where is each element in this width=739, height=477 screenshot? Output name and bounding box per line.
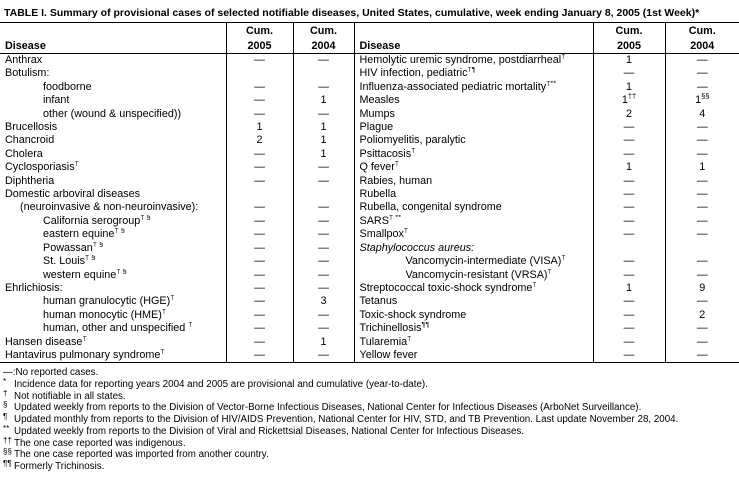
- column-header-year-2004-right: 2004: [665, 39, 739, 54]
- cum-2004-value: —: [293, 161, 354, 174]
- disease-label: Trichinellosis¶¶: [354, 322, 593, 335]
- cum-2004-value: 1: [293, 148, 354, 161]
- cum-2005-value: —: [593, 215, 665, 228]
- footnote-marker: **: [3, 423, 10, 433]
- cum-2005-value: —: [593, 309, 665, 322]
- table-row: [0, 175, 739, 188]
- column-header-year-2004-left: 2004: [293, 39, 354, 54]
- disease-label: Botulism:: [5, 67, 50, 80]
- disease-label: Cholera: [5, 147, 43, 160]
- footnote-text: Incidence data for reporting years 2004 and 2005 are provisional and cumulative (year-to-date).: [14, 379, 428, 391]
- footnote: [3, 414, 739, 426]
- cum-2004-value: —: [665, 349, 739, 363]
- cum-2004-value: —: [293, 54, 354, 68]
- table-row: [0, 215, 739, 228]
- cum-2004-value: —: [665, 121, 739, 134]
- cum-2004-value: —: [293, 175, 354, 188]
- table-row: [0, 336, 739, 349]
- cum-2004-value: 1: [293, 336, 354, 349]
- footnote-reference: † §: [92, 241, 104, 249]
- cum-2005-value: —: [226, 94, 293, 107]
- cum-2004-value: —: [665, 336, 739, 349]
- cum-2004-value: —: [665, 134, 739, 147]
- cum-2005-value: —: [593, 322, 665, 335]
- disease-label: infant: [43, 94, 70, 107]
- footnote-marker: †: [3, 388, 8, 398]
- footnote-text: The one case reported was indigenous.: [14, 437, 186, 449]
- disease-label: foodborne: [43, 80, 92, 93]
- cum-2004-value: —: [665, 255, 739, 268]
- footnote-reference: †**: [546, 80, 557, 88]
- cum-2004-value: 4: [665, 108, 739, 121]
- cum-2005-value: —: [593, 148, 665, 161]
- footnote-marker: §§: [3, 447, 12, 457]
- cum-2005-value: —: [593, 175, 665, 188]
- table-row: [0, 108, 739, 121]
- footnote-reference: §§: [701, 91, 710, 101]
- disease-label: Rubella, congenital syndrome: [354, 201, 593, 214]
- footnote: [3, 435, 739, 450]
- cum-2004-value: [293, 67, 354, 80]
- table-row: [0, 134, 739, 147]
- footnote-reference: †: [561, 255, 566, 262]
- cum-2004-value: —: [293, 201, 354, 214]
- table-header: [0, 23, 739, 54]
- table-row: [0, 148, 739, 161]
- cum-2004-value: [293, 188, 354, 201]
- table-row: [0, 295, 739, 308]
- disease-label: Hansen disease†: [0, 336, 226, 349]
- disease-label: Psittacosis†: [354, 148, 593, 161]
- cum-2005-value: —: [226, 309, 293, 322]
- cum-2005-value: —: [226, 336, 293, 349]
- table-row: [0, 54, 739, 68]
- disease-label: Vancomycin-intermediate (VISA)†: [354, 255, 593, 268]
- disease-label: Plague: [354, 121, 593, 134]
- cum-2004-value: —: [665, 81, 739, 94]
- footnote-reference: † §: [85, 255, 96, 262]
- disease-label: Tetanus: [354, 295, 593, 308]
- footnote-reference: ¶¶: [421, 322, 430, 329]
- disease-label: Q fever†: [354, 161, 593, 174]
- disease-label: Ehrlichiosis:: [5, 281, 63, 294]
- disease-label: Hantavirus pulmonary syndrome†: [0, 349, 226, 363]
- cum-2005-value: —: [226, 148, 293, 161]
- footnote-text: The one case reported was imported from another country.: [14, 449, 269, 461]
- column-header-cum-2004-left: Cum.: [293, 23, 354, 39]
- disease-label: Mumps: [354, 108, 593, 121]
- footnote-reference: †: [188, 322, 193, 329]
- cum-2005-value: 1: [593, 282, 665, 295]
- footnote-text: Updated monthly from reports to the Division of HIV/AIDS Prevention, National Center for HIV, STD, and TB Prevention. Last update November 28, 2004.: [14, 414, 679, 426]
- cum-2004-value: —: [665, 67, 739, 80]
- column-header-cum-2005-left: Cum.: [226, 23, 293, 39]
- table-row: [0, 309, 739, 322]
- cum-2005-value: —: [226, 108, 293, 121]
- footnote-marker: —:: [3, 367, 16, 379]
- cum-2005-value: —: [226, 201, 293, 214]
- cum-2005-value: —: [226, 269, 293, 282]
- table-row: [0, 161, 739, 174]
- footnote-reference: †: [394, 161, 400, 168]
- disease-label: Vancomycin-resistant (VRSA)†: [354, 269, 593, 282]
- cum-2005-value: 1: [226, 121, 293, 134]
- cum-2004-value: —: [665, 175, 739, 188]
- table-row: [0, 349, 739, 363]
- cum-2005-value: —: [593, 121, 665, 134]
- disease-label: Measles: [354, 94, 593, 107]
- footnote-text: Not notifiable in all states.: [14, 390, 126, 402]
- cum-2004-value: —: [293, 269, 354, 282]
- cum-2005-value: —: [226, 322, 293, 335]
- cum-2005-value: —: [593, 295, 665, 308]
- cum-2004-value: —: [293, 282, 354, 295]
- cum-2005-value: 1: [593, 54, 665, 68]
- footnote-reference: †: [532, 281, 537, 289]
- cum-2005-value: —: [593, 67, 665, 80]
- cum-2004-value: —: [293, 228, 354, 241]
- cum-2004-value: —: [665, 215, 739, 228]
- disease-label: SARS† **: [354, 215, 593, 228]
- cum-2005-value: —: [226, 255, 293, 268]
- cum-2004-value: —: [665, 54, 739, 68]
- cum-2005-value: [226, 67, 293, 80]
- disease-label: Tularemia†: [354, 336, 593, 349]
- cum-2004-value: —: [665, 295, 739, 308]
- cum-2005-value: —: [226, 282, 293, 295]
- cum-2004-value: —: [665, 322, 739, 335]
- disease-label: Chancroid: [5, 134, 55, 147]
- cum-2004-value: 9: [665, 282, 739, 295]
- disease-label: Influenza-associated pediatric mortality†**: [354, 81, 593, 94]
- footnote: [3, 458, 739, 473]
- cum-2004-value: 1: [665, 161, 739, 174]
- footnote-marker: ¶¶: [3, 458, 12, 468]
- table-row: [0, 322, 739, 335]
- cum-2004-value: 3: [293, 295, 354, 308]
- disease-label: Rubella: [354, 188, 593, 201]
- footnote-marker: §: [3, 400, 8, 410]
- cum-2004-value: —: [665, 148, 739, 161]
- cum-2005-value: —: [226, 228, 293, 241]
- disease-label: Brucellosis: [5, 121, 58, 134]
- table-title: TABLE I. Summary of provisional cases of selected notifiable diseases, United States, cumulative, week ending January 8, 2005 (1st Week)*: [4, 7, 700, 19]
- footnote: [3, 379, 739, 391]
- footnote-reference: †: [407, 335, 412, 342]
- cum-2005-value: —: [226, 81, 293, 94]
- cum-2004-value: 1§§: [665, 94, 739, 107]
- footnote-reference: †: [160, 348, 165, 356]
- footnote-reference: †: [82, 335, 87, 342]
- footnote: [3, 367, 739, 379]
- footnote: [3, 388, 739, 403]
- cum-2005-value: [226, 188, 293, 201]
- table-row: [0, 242, 739, 255]
- disease-label: Anthrax: [5, 54, 43, 66]
- cum-2005-value: —: [226, 215, 293, 228]
- cum-2005-value: 1: [593, 161, 665, 174]
- footnote: [3, 402, 739, 414]
- disease-label: human monocytic (HME)†: [0, 309, 226, 322]
- cum-2004-value: —: [293, 322, 354, 335]
- table-row: [0, 201, 739, 214]
- disease-label: human granulocytic (HGE)†: [0, 295, 226, 308]
- disease-label: Powassan† §: [0, 242, 226, 255]
- table-row: [0, 67, 739, 80]
- cum-2004-value: [665, 242, 739, 255]
- disease-label: (neuroinvasive & non-neuroinvasive):: [20, 201, 199, 214]
- cum-2004-value: 1: [293, 121, 354, 134]
- footnote-reference: † **: [388, 214, 401, 222]
- cum-2004-value: —: [293, 81, 354, 94]
- summary-table: [0, 22, 739, 363]
- table-row: [0, 282, 739, 295]
- disease-label: Staphylococcus aureus:: [354, 242, 593, 255]
- footnote-reference: †¶: [467, 67, 476, 74]
- disease-label: Cyclosporiasis†: [0, 161, 226, 174]
- footnote-reference: †: [411, 147, 416, 155]
- disease-label: St. Louis† §: [0, 255, 226, 268]
- footnote-reference: † §: [116, 268, 127, 275]
- footnote-reference: † §: [140, 214, 151, 222]
- disease-label: Yellow fever: [354, 349, 593, 363]
- column-header-cum-2004-right: Cum.: [665, 23, 739, 39]
- footnote-text: Formerly Trichinosis.: [14, 460, 105, 472]
- cum-2005-value: 1: [593, 81, 665, 94]
- cum-2004-value: —: [665, 188, 739, 201]
- cum-2005-value: —: [593, 255, 665, 268]
- footnote-reference: †: [561, 53, 566, 61]
- cum-2005-value: —: [226, 54, 293, 68]
- cum-2005-value: —: [593, 201, 665, 214]
- cum-2005-value: —: [226, 295, 293, 308]
- footnote-reference: † §: [114, 228, 125, 235]
- cum-2004-value: —: [293, 309, 354, 322]
- cum-2005-value: —: [593, 134, 665, 147]
- disease-label: Domestic arboviral diseases: [5, 188, 141, 201]
- cum-2005-value: —: [593, 228, 665, 241]
- table-body: [0, 54, 739, 363]
- cum-2004-value: —: [293, 108, 354, 121]
- disease-label: HIV infection, pediatric†¶: [354, 67, 593, 80]
- footnote-reference: †: [403, 228, 409, 235]
- footnote-marker: ††: [3, 435, 12, 445]
- cum-2005-value: —: [593, 188, 665, 201]
- disease-label: Diphtheria: [5, 174, 55, 187]
- disease-label: human, other and unspecified †: [0, 322, 226, 335]
- cum-2005-value: 1††: [593, 94, 665, 107]
- footnote-reference: †: [170, 295, 175, 302]
- cum-2005-value: —: [226, 161, 293, 174]
- cum-2005-value: —: [593, 269, 665, 282]
- disease-label: other (wound & unspecified)): [43, 107, 182, 120]
- cum-2004-value: —: [293, 215, 354, 228]
- cum-2004-value: 1: [293, 94, 354, 107]
- cum-2004-value: —: [665, 269, 739, 282]
- footnote-reference: ††: [627, 91, 637, 101]
- table-row: [0, 255, 739, 268]
- disease-label: California serogroup† §: [0, 215, 226, 228]
- footnote-text: Updated weekly from reports to the Division of Viral and Rickettsial Diseases, National Center for Infectious Diseases.: [14, 425, 525, 437]
- cum-2004-value: —: [665, 228, 739, 241]
- column-header-disease-right: Disease: [354, 23, 593, 54]
- footnotes: [0, 363, 739, 472]
- disease-label: eastern equine† §: [0, 228, 226, 241]
- cum-2005-value: —: [593, 349, 665, 363]
- table-row: [0, 269, 739, 282]
- disease-label: Streptococcal toxic-shock syndrome†: [354, 282, 593, 295]
- footnote-marker: *: [3, 377, 7, 387]
- footnote-marker: ¶: [3, 412, 8, 422]
- table-row: [0, 228, 739, 241]
- disease-label: Rabies, human: [354, 175, 593, 188]
- column-header-year-2005-left: 2005: [226, 39, 293, 54]
- footnote: [3, 449, 739, 461]
- disease-label: Hemolytic uremic syndrome, postdiarrheal†: [354, 54, 593, 68]
- column-header-year-2005-right: 2005: [593, 39, 665, 54]
- table-row: [0, 121, 739, 134]
- cum-2004-value: 2: [665, 309, 739, 322]
- cum-2005-value: 2: [226, 134, 293, 147]
- table-row: [0, 188, 739, 201]
- footnote: [3, 423, 739, 438]
- column-header-cum-2005-right: Cum.: [593, 23, 665, 39]
- cum-2005-value: —: [226, 242, 293, 255]
- column-header-disease-left: Disease: [0, 23, 226, 54]
- disease-label: Smallpox†: [354, 228, 593, 241]
- footnote-text: No reported cases.: [15, 367, 99, 379]
- cum-2004-value: 1: [293, 134, 354, 147]
- footnote-reference: †: [547, 268, 552, 275]
- cum-2004-value: —: [293, 349, 354, 363]
- cum-2005-value: [593, 242, 665, 255]
- cum-2005-value: —: [593, 336, 665, 349]
- disease-label: Toxic-shock syndrome: [354, 309, 593, 322]
- footnote-text: Updated weekly from reports to the Division of Vector-Borne Infectious Diseases, National Center for Infectious Diseases (ArboNet Surveillance).: [14, 402, 642, 414]
- footnote-reference: †: [161, 308, 166, 316]
- disease-label: Poliomyelitis, paralytic: [354, 134, 593, 147]
- cum-2004-value: —: [665, 201, 739, 214]
- cum-2004-value: —: [293, 242, 354, 255]
- cum-2005-value: —: [226, 349, 293, 363]
- cum-2004-value: —: [293, 255, 354, 268]
- disease-label: western equine† §: [0, 269, 226, 282]
- footnote-reference: †: [74, 161, 79, 168]
- cum-2005-value: —: [226, 175, 293, 188]
- cum-2005-value: 2: [593, 108, 665, 121]
- table-row: [0, 94, 739, 107]
